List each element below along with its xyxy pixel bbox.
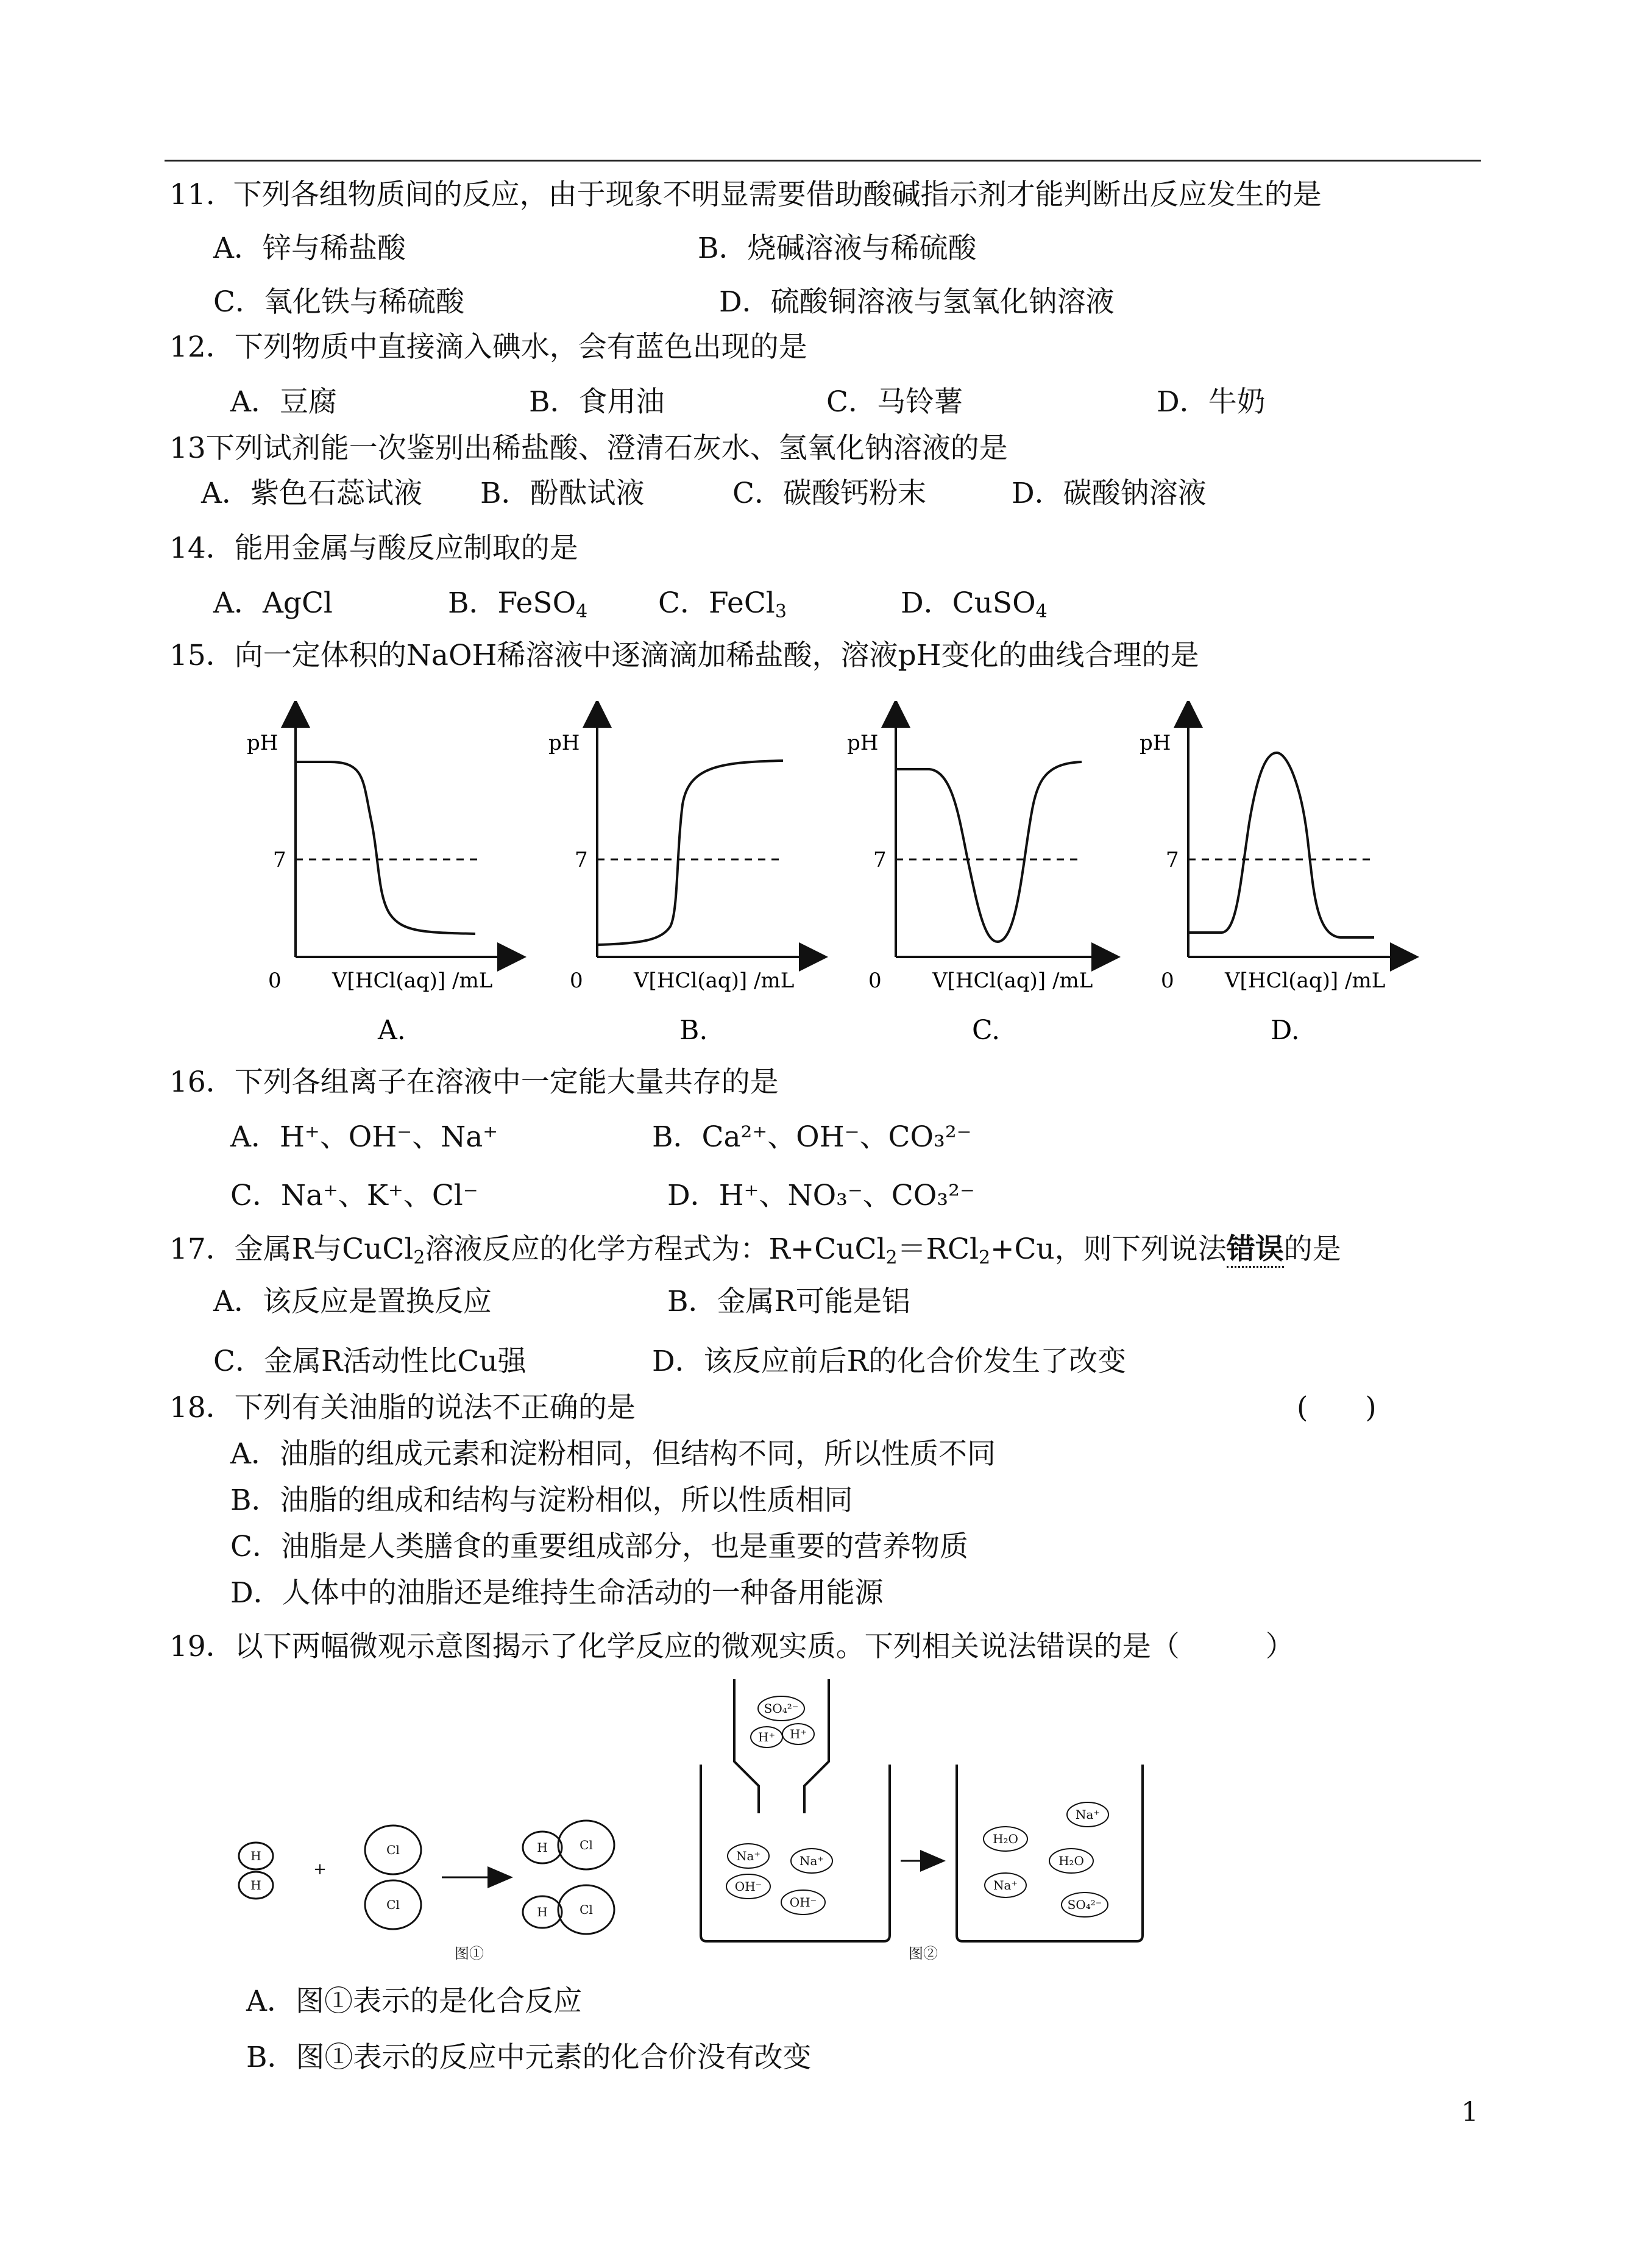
header-rule bbox=[165, 160, 1481, 162]
q12-option-d: D．牛奶 bbox=[1157, 385, 1266, 419]
q13-option-d: D．碳酸钠溶液 bbox=[1012, 477, 1207, 510]
q17-option-a: A．该反应是置换反应 bbox=[213, 1285, 492, 1318]
q19-option-b: B．图①表示的反应中元素的化合价没有改变 bbox=[246, 2041, 812, 2074]
graph-b-xlabel: V[HCl(aq)] /mL bbox=[634, 969, 795, 993]
q13-option-c: C．碳酸钙粉末 bbox=[732, 477, 926, 510]
graph-a-ylabel: pH bbox=[247, 731, 278, 755]
q11-option-a: A．锌与稀盐酸 bbox=[213, 232, 406, 265]
svg-text:H₂O: H₂O bbox=[1058, 1854, 1084, 1868]
q13-stem: 13下列试剂能一次鉴别出稀盐酸、澄清石灰水、氢氧化钠溶液的是 bbox=[169, 432, 1008, 465]
q15-ph-curves-figure bbox=[238, 701, 1426, 1054]
q12-option-c: C．马铃薯 bbox=[826, 385, 963, 419]
svg-text:Na⁺: Na⁺ bbox=[1076, 1807, 1100, 1822]
graph-d-xlabel: V[HCl(aq)] /mL bbox=[1225, 969, 1386, 993]
q12-stem: 12．下列物质中直接滴入碘水，会有蓝色出现的是 bbox=[169, 330, 807, 364]
graph-b bbox=[548, 713, 814, 1046]
svg-text:Cl: Cl bbox=[386, 1843, 400, 1857]
q12-option-a: A．豆腐 bbox=[230, 385, 337, 419]
svg-text:Cl: Cl bbox=[386, 1897, 400, 1912]
q16-option-d: D．H⁺、NO₃⁻、CO₃²⁻ bbox=[667, 1179, 975, 1212]
page-number: 1 bbox=[1461, 2097, 1478, 2128]
graph-a-zero: 0 bbox=[268, 969, 282, 993]
svg-text:Na⁺: Na⁺ bbox=[736, 1849, 760, 1863]
svg-text:H₂O: H₂O bbox=[993, 1832, 1018, 1846]
graph-c bbox=[847, 713, 1106, 1046]
graph-d-label: D. bbox=[1271, 1015, 1300, 1046]
q11-option-b: B．烧碱溶液与稀硫酸 bbox=[698, 232, 977, 265]
graph-c-seven: 7 bbox=[873, 848, 887, 872]
graph-c-ylabel: pH bbox=[847, 731, 879, 755]
svg-text:H: H bbox=[250, 1878, 261, 1893]
q14-option-d: D．CuSO$_4$ bbox=[901, 586, 1048, 622]
q11-stem: 11. 下列各组物质间的反应，由于现象不明显需要借助酸碱指示剂才能判断出反应发生的是 bbox=[169, 178, 1322, 212]
q16-option-b: B．Ca²⁺、OH⁻、CO₃²⁻ bbox=[652, 1120, 972, 1154]
figure-2-neutralization bbox=[701, 1679, 1143, 1962]
q11-option-c: C．氧化铁与稀硫酸 bbox=[213, 285, 464, 319]
svg-text:OH⁻: OH⁻ bbox=[789, 1895, 817, 1910]
graph-a-seven: 7 bbox=[273, 848, 286, 872]
q16-option-c: C．Na⁺、K⁺、Cl⁻ bbox=[230, 1179, 478, 1212]
graph-c-zero: 0 bbox=[868, 969, 882, 993]
figure-1-caption: 图① bbox=[455, 1945, 484, 1962]
svg-text:Cl: Cl bbox=[580, 1838, 593, 1852]
graph-a-label: A. bbox=[378, 1015, 406, 1046]
q13-option-b: B．酚酞试液 bbox=[480, 477, 645, 510]
svg-text:H: H bbox=[537, 1840, 548, 1855]
graph-c-label: C. bbox=[972, 1015, 1001, 1046]
q16-option-a: A．H⁺、OH⁻、Na⁺ bbox=[230, 1120, 498, 1154]
graph-b-seven: 7 bbox=[575, 848, 588, 872]
q12-option-b: B．食用油 bbox=[529, 385, 665, 419]
graph-b-zero: 0 bbox=[570, 969, 583, 993]
q14-option-b: B．FeSO$_4$ bbox=[448, 586, 588, 622]
svg-text:Cl: Cl bbox=[580, 1902, 593, 1917]
svg-text:SO₄²⁻: SO₄²⁻ bbox=[1067, 1897, 1102, 1912]
svg-text:OH⁻: OH⁻ bbox=[734, 1879, 762, 1894]
q17-option-d: D．该反应前后R的化合价发生了改变 bbox=[652, 1345, 1127, 1378]
graph-c-xlabel: V[HCl(aq)] /mL bbox=[932, 969, 1093, 993]
graph-b-label: B. bbox=[679, 1015, 708, 1046]
q18-option-a: A．油脂的组成元素和淀粉相同，但结构不同，所以性质不同 bbox=[230, 1437, 996, 1471]
q17-stem: 17．金属R与CuCl$_2$溶液反应的化学方程式为：R+CuCl$_2$＝RCl$_2$+Cu，则下列说法错误的是 bbox=[169, 1232, 1341, 1268]
q13-option-a: A．紫色石蕊试液 bbox=[201, 477, 422, 510]
svg-text:H⁺: H⁺ bbox=[758, 1730, 775, 1744]
graph-d bbox=[1140, 713, 1405, 1046]
q15-stem: 15．向一定体积的NaOH稀溶液中逐滴滴加稀盐酸，溶液pH变化的曲线合理的是 bbox=[169, 639, 1199, 672]
graph-b-ylabel: pH bbox=[548, 731, 580, 755]
figure-2-caption: 图② bbox=[909, 1945, 938, 1962]
q19-stem: 19．以下两幅微观示意图揭示了化学反应的微观实质。下列相关说法错误的是（ ） bbox=[169, 1630, 1294, 1663]
svg-text:+: + bbox=[313, 1860, 327, 1879]
graph-d-ylabel: pH bbox=[1140, 731, 1171, 755]
svg-text:SO₄²⁻: SO₄²⁻ bbox=[764, 1701, 799, 1716]
q18-option-d: D．人体中的油脂还是维持生命活动的一种备用能源 bbox=[230, 1576, 884, 1610]
q18-answer-paren: ( ) bbox=[1297, 1391, 1377, 1424]
q17-option-c: C．金属R活动性比Cu强 bbox=[213, 1345, 526, 1378]
q17-option-b: B．金属R可能是铝 bbox=[667, 1285, 910, 1318]
q16-stem: 16．下列各组离子在溶液中一定能大量共存的是 bbox=[169, 1065, 779, 1099]
svg-text:H: H bbox=[537, 1905, 548, 1919]
graph-a-xlabel: V[HCl(aq)] /mL bbox=[332, 969, 493, 993]
q19-micro-diagram bbox=[225, 1679, 1152, 1978]
q11-option-d: D．硫酸铜溶液与氢氧化钠溶液 bbox=[719, 285, 1115, 319]
q18-option-c: C．油脂是人类膳食的重要组成部分，也是重要的营养物质 bbox=[230, 1530, 968, 1563]
graph-d-seven: 7 bbox=[1166, 848, 1179, 872]
q18-stem: 18．下列有关油脂的说法不正确的是 bbox=[169, 1391, 636, 1424]
svg-text:H⁺: H⁺ bbox=[790, 1727, 807, 1741]
q14-option-c: C．FeCl$_3$ bbox=[658, 586, 787, 622]
svg-text:Na⁺: Na⁺ bbox=[993, 1878, 1018, 1893]
figure-1-h2-cl2-reaction bbox=[239, 1821, 614, 1962]
q14-stem: 14．能用金属与酸反应制取的是 bbox=[169, 531, 578, 565]
q18-option-b: B．油脂的组成和结构与淀粉相似，所以性质相同 bbox=[230, 1484, 853, 1517]
graph-a bbox=[247, 713, 512, 1046]
q19-option-a: A．图①表示的是化合反应 bbox=[246, 1985, 582, 2018]
graph-d-zero: 0 bbox=[1161, 969, 1174, 993]
q14-option-a: A．AgCl bbox=[213, 586, 333, 620]
svg-text:Na⁺: Na⁺ bbox=[800, 1854, 824, 1868]
svg-text:H: H bbox=[250, 1849, 261, 1863]
